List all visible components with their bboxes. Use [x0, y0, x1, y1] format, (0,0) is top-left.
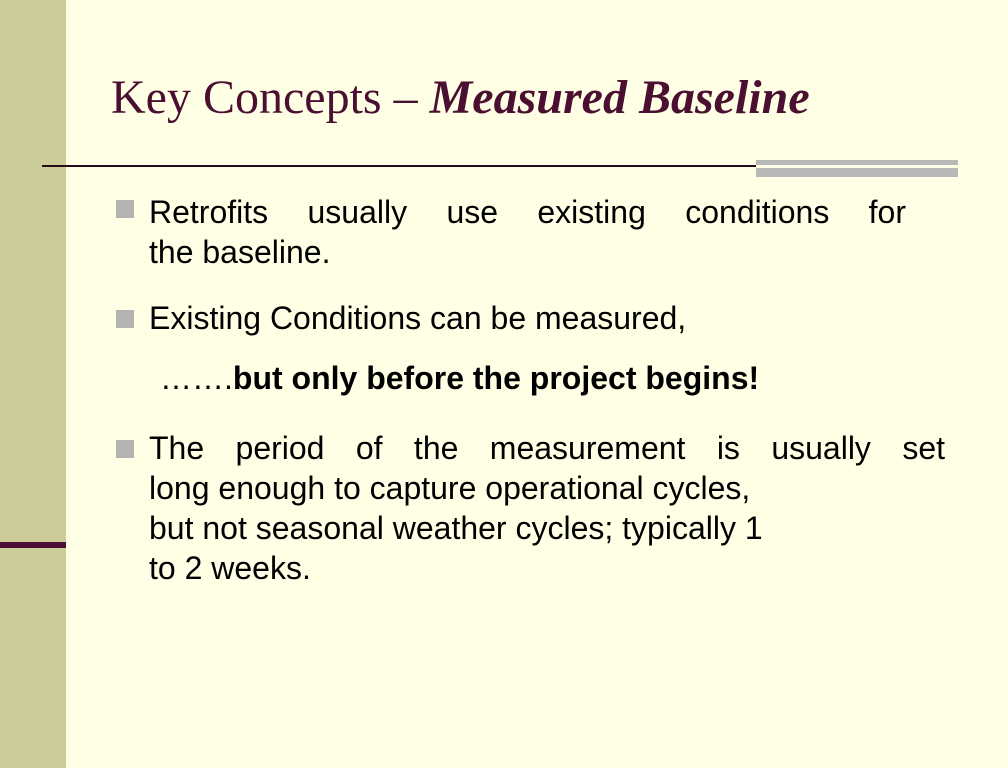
title-emphasis: Measured Baseline [429, 71, 810, 124]
bullet-3-line-2: long enough to capture operational cycles, [149, 470, 751, 506]
bullet-1-line-1: Retrofits usually use existing conditions for [149, 194, 906, 230]
bullet-2-line-1: Existing Conditions can be measured, [149, 300, 687, 336]
bullet-3-line-3: but not seasonal weather cycles; typically 1 [149, 510, 763, 546]
continuation-emphasis: but only before the project begins! [232, 360, 760, 396]
bullet-text-2 [149, 298, 959, 338]
bullet-3-line-1: The period of the measurement is usually set [149, 430, 945, 466]
bullet-marker-icon [116, 200, 134, 218]
bullet-text-1 [149, 192, 906, 272]
continuation-ellipsis: ……. [160, 360, 233, 396]
slide-title [111, 66, 991, 130]
bullet-marker-icon [116, 310, 134, 328]
left-decorative-band [0, 0, 66, 768]
bullet-3-line-4: to 2 weeks. [149, 550, 311, 586]
bullet-continuation [160, 358, 759, 398]
bullet-text-3 [149, 428, 945, 588]
left-accent-bar [0, 542, 66, 548]
title-divider-accent [756, 160, 958, 177]
bullet-1-line-2: the baseline. [149, 234, 331, 270]
bullet-marker-icon [116, 440, 134, 458]
title-prefix: Key Concepts – [111, 71, 430, 124]
